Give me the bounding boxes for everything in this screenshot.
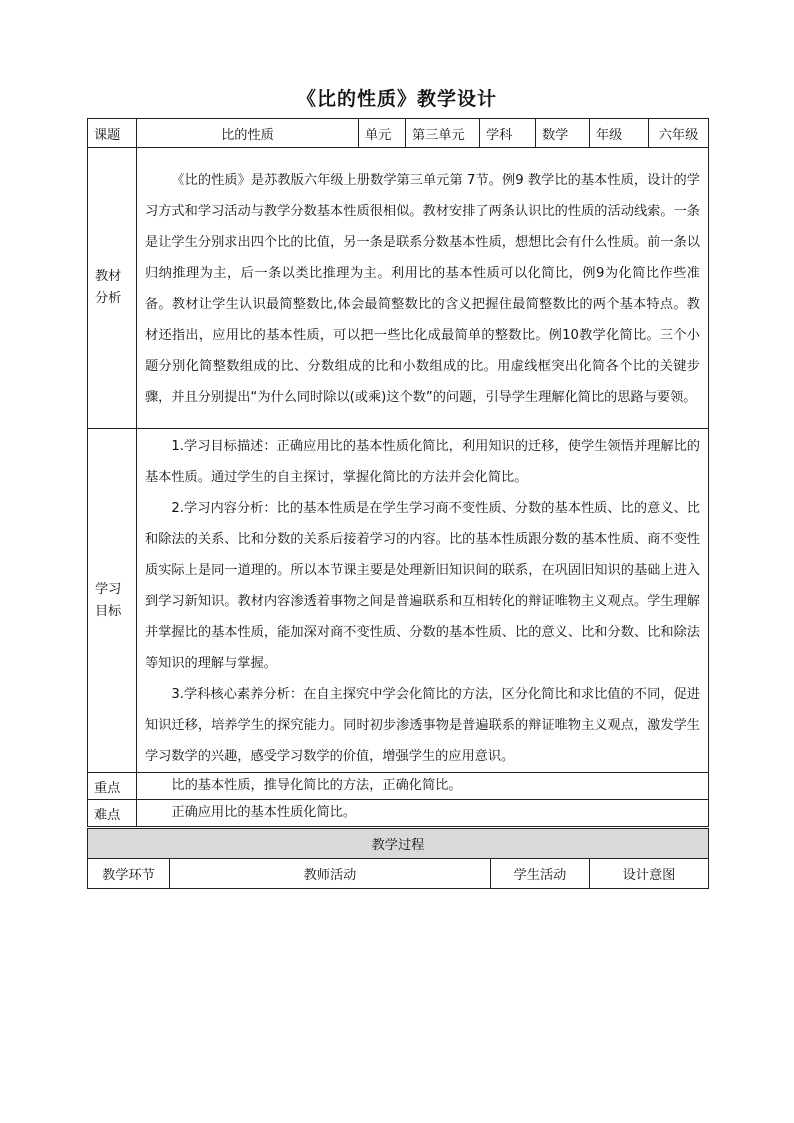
key-point-row xyxy=(88,773,709,800)
topic-label: 课题 xyxy=(88,119,137,148)
difficulty-text: 正确应用比的基本性质化简比。 xyxy=(137,800,709,827)
analysis-label-line1: 教材 xyxy=(95,269,122,284)
analysis-label-line2: 分析 xyxy=(95,291,122,306)
objective-item: 3.学科核心素养分析：在自主探究中学会化简比的方法，区分化简比和求比值的不同，促进知识迁移，培养学生的探究能力。同时初步渗透事物是普遍联系的辩证唯物主义观点，激发学生学习数学的兴趣，感受学习数学的价值，增强学生的应用意识。 xyxy=(145,687,700,764)
subject-value: 数学 xyxy=(536,119,590,148)
topic-value: 比的性质 xyxy=(137,119,359,148)
grade-value: 六年级 xyxy=(649,119,709,148)
difficulty-row xyxy=(88,800,709,827)
analysis-row xyxy=(88,148,709,429)
process-header: 教学过程 xyxy=(88,829,709,859)
analysis-label xyxy=(88,148,137,429)
grade-label: 年级 xyxy=(590,119,649,148)
meta-row xyxy=(88,119,709,148)
analysis-text: 《比的性质》是苏教版六年级上册数学第三单元第 7节。例9 教学比的基本性质，设计的学习方式和学习活动与教学分数基本性质很相似。教材安排了两条认识比的性质的活动线索。一条是让学生分别求出四个比的比值，另一条是联系分数基本性质，想想比会有什么性质。前一条以归纳推理为主，后一条以类比推理为主。利用比的基本性质可以化简比，例9为化简比作些准备。教材让学生认识最简整数比,体会最简整数比的含义把握住最简整数比的两个基本特点。教材还指出，应用比的基本性质，可以把一些比化成最简单的整数比。例10教学化简比。三个小题分别化简整数组成的比、分数组成的比和小数组成的比。用虚线框突出化简各个比的关键步骤，并且分别提出“为什么同时除以(或乘)这个数”的问题，引导学生理解化简比的思路与要领。 xyxy=(137,148,709,429)
key-point-label: 重点 xyxy=(88,773,137,800)
objective-item: 2.学习内容分析：比的基本性质是在学生学习商不变性质、分数的基本性质、比的意义、比和除法的关系、比和分数的关系后接着学习的内容。比的基本性质跟分数的基本性质、商不变性质实际上是同一道理的。所以本节课主要是处理新旧知识间的联系，在巩固旧知识的基础上进入到学习新知识。教材内容渗透着事物之间是普遍联系和互相转化的辩证唯物主义观点。学生理解并掌握比的基本性质，能加深对商不变性质、分数的基本性质、比的意义、比和分数、比和除法等知识的理解与掌握。 xyxy=(145,501,700,671)
objectives-label-line2: 目标 xyxy=(95,603,122,619)
subject-label: 学科 xyxy=(480,119,536,148)
lesson-plan-table xyxy=(87,118,709,827)
objectives-label xyxy=(88,429,137,773)
objectives-text xyxy=(137,429,709,773)
process-col-intent: 设计意图 xyxy=(590,859,709,889)
process-col-teacher: 教师活动 xyxy=(170,859,491,889)
process-table xyxy=(87,828,709,889)
objectives-row xyxy=(88,429,709,773)
difficulty-label: 难点 xyxy=(88,800,137,827)
unit-value: 第三单元 xyxy=(406,119,480,148)
objective-item: 1.学习目标描述：正确应用比的基本性质化简比，利用知识的迁移，使学生领悟并理解比的基本性质。通过学生的自主探讨，掌握化简比的方法并会化简比。 xyxy=(145,439,700,485)
process-col-stage: 教学环节 xyxy=(88,859,170,889)
key-point-text: 比的基本性质，推导化简比的方法，正确化简比。 xyxy=(137,773,709,800)
objectives-label-line1: 学习 xyxy=(95,581,122,597)
process-header-row xyxy=(88,829,709,859)
unit-label: 单元 xyxy=(359,119,406,148)
process-columns-row xyxy=(88,859,709,889)
process-col-student: 学生活动 xyxy=(491,859,590,889)
page-title: 《比的性质》教学设计 xyxy=(296,88,497,110)
